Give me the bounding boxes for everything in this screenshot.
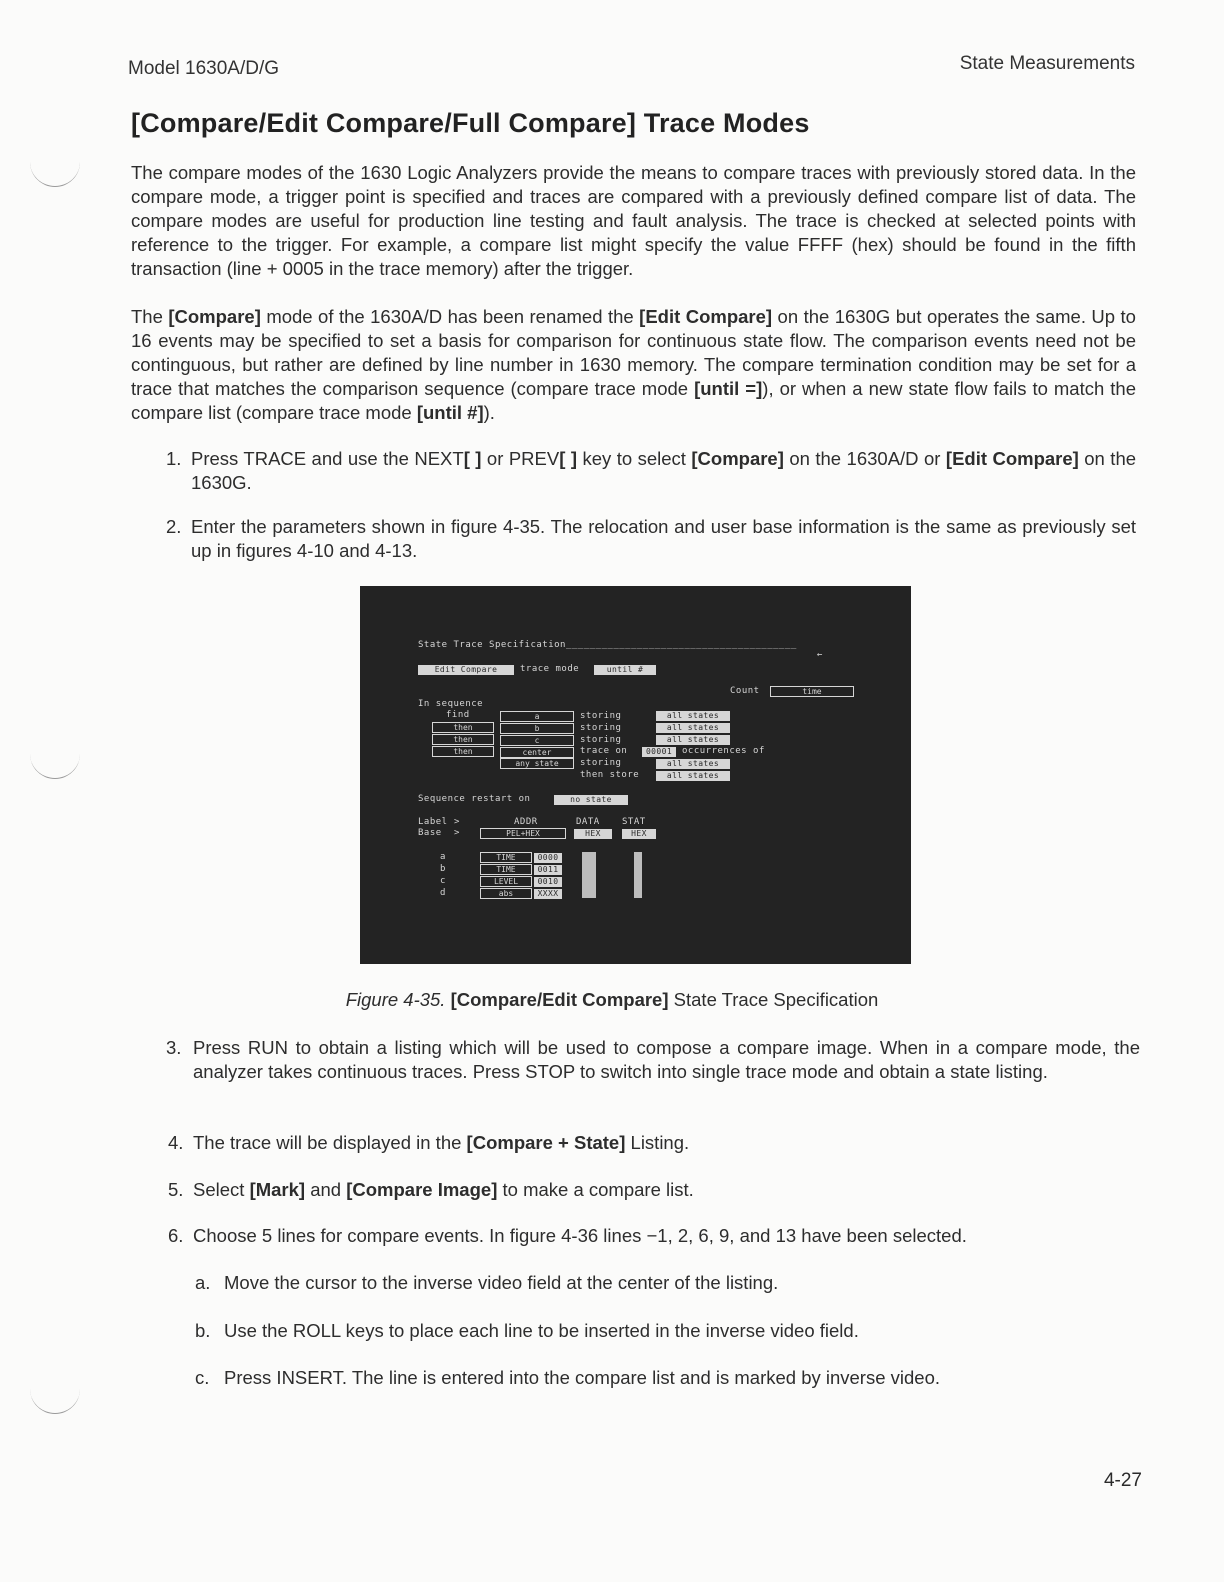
base-addr: PEL+HEX: [480, 828, 566, 839]
store-qualifier: all states: [656, 759, 730, 769]
stat-column-blocks: [634, 852, 642, 898]
occurrence-count: 00001: [642, 747, 676, 757]
find-label: find: [446, 710, 470, 720]
term-letter: a: [440, 852, 446, 862]
seq-term: c: [500, 735, 574, 746]
trace-mode-value: until #: [594, 665, 656, 675]
step-text: Press RUN to obtain a listing which will be used to compose a compare image. When in a compare mode, the analyzer takes continuous traces. Press STOP to switch into single trace mode and obtain a state listing.: [193, 1037, 1140, 1082]
trace-on-label: trace on: [580, 746, 628, 756]
addr-mode: TIME: [480, 852, 532, 863]
storing-label: storing: [580, 735, 622, 745]
addr-mode: LEVEL: [480, 876, 532, 887]
mode-field: Edit Compare: [418, 665, 514, 675]
storing-label: storing: [580, 723, 622, 733]
substep-letter: c.: [195, 1367, 210, 1388]
addr-value: 0000: [534, 853, 562, 863]
storing-label: storing: [580, 758, 622, 768]
seq-term: b: [500, 723, 574, 734]
screen-heading: State Trace Specification_______________________________________: [418, 640, 797, 650]
arrow: >: [454, 817, 460, 827]
page-number: 4-27: [1103, 1470, 1142, 1491]
figure-caption: Figure 4-35. [Compare/Edit Compare] State Trace Specification: [345, 989, 879, 1010]
intro-paragraph: The compare modes of the 1630 Logic Analyzers provide the means to compare traces with previously stored data. In the compare mode, a trigger point is specified and traces are compared with a previously defined compare list of data. The compare modes are useful for production line testing and fault analysis. The trace is checked at selected points with reference to the trigger. For example, a compare list might specify the value FFFF (hex) should be found in the fifth transaction (line + 0005 in the trace memory) after the trigger.: [131, 162, 1136, 279]
step-text: Choose 5 lines for compare events. In figure 4-36 lines −1, 2, 6, 9, and 13 have been selected.: [193, 1225, 967, 1246]
step-number: 6.: [168, 1225, 184, 1246]
data-column-blocks: [582, 852, 596, 898]
base-stat: HEX: [622, 829, 656, 839]
restart-label: Sequence restart on: [418, 794, 531, 804]
trace-mode-label: trace mode: [520, 664, 580, 674]
base-row-label: Base: [418, 828, 442, 838]
label-row-label: Label: [418, 817, 448, 827]
step-number: 5.: [168, 1179, 184, 1200]
store-qualifier: all states: [656, 771, 730, 781]
section-title: [Compare/Edit Compare/Full Compare] Trace Modes: [131, 108, 810, 138]
addr-mode: TIME: [480, 864, 532, 875]
running-header-left: Model 1630A/D/G: [128, 58, 280, 79]
binding-mark: [30, 1375, 80, 1414]
binding-mark: [30, 148, 80, 187]
addr-mode: abs: [480, 888, 532, 899]
step-number: 4.: [168, 1132, 184, 1153]
step-number: 2.: [166, 516, 182, 537]
storing-label: storing: [580, 711, 622, 721]
running-header-right: State Measurements: [959, 53, 1135, 74]
underline-marker: ←: [817, 650, 823, 660]
col-data-label: DATA: [576, 817, 600, 827]
in-sequence-label: In sequence: [418, 699, 484, 709]
count-value: time: [770, 686, 854, 697]
count-label: Count: [730, 686, 760, 696]
seq-term: center: [500, 747, 574, 758]
store-qualifier: all states: [656, 735, 730, 745]
col-stat-label: STAT: [622, 817, 646, 827]
substep-text: Press INSERT. The line is entered into the compare list and is marked by inverse video.: [224, 1367, 941, 1388]
then-label: then: [432, 722, 494, 733]
term-letter: b: [440, 864, 446, 874]
then-label: then: [432, 746, 494, 757]
occurrences-label: occurrences of: [682, 746, 765, 756]
seq-term: any state: [500, 758, 574, 769]
step-number: 3.: [166, 1037, 182, 1058]
term-letter: d: [440, 888, 446, 898]
col-addr-label: ADDR: [514, 817, 538, 827]
restart-value: no state: [554, 795, 628, 805]
substep-text: Move the cursor to the inverse video field at the center of the listing.: [224, 1272, 779, 1293]
addr-value: 0010: [534, 877, 562, 887]
term-letter: c: [440, 876, 446, 886]
substep-letter: a.: [195, 1272, 211, 1293]
base-data: HEX: [574, 829, 612, 839]
step-text: Enter the parameters shown in figure 4-35. The relocation and user base information is the same as previously set up in figures 4-10 and 4-13.: [191, 516, 1136, 561]
binding-mark: [30, 740, 80, 779]
addr-value: XXXX: [534, 889, 562, 899]
compare-mode-paragraph: The [Compare] mode of the 1630A/D has been renamed the [Edit Compare] on the 1630G but operates the same. Up to 16 events may be specified to set a basis for comparison for continuous state flow. The comparison events need not be continguous, but rather are defined by line number in 1630 memory. The compare termination condition may be set for a trace that matches the comparison sequence (compare trace mode [until =]), or when a new state flow fails to match the compare list (compare trace mode [until #]).: [131, 306, 1136, 423]
store-qualifier: all states: [656, 723, 730, 733]
seq-term: a: [500, 711, 574, 722]
substep-text: Use the ROLL keys to place each line to be inserted in the inverse video field.: [224, 1320, 859, 1341]
then-label: then: [432, 734, 494, 745]
arrow: >: [454, 828, 460, 838]
addr-value: 0011: [534, 865, 562, 875]
analyzer-screen: [360, 586, 911, 964]
store-qualifier: all states: [656, 711, 730, 721]
step-number: 1.: [166, 448, 182, 469]
then-store-label: then store: [580, 770, 640, 780]
substep-letter: b.: [195, 1320, 211, 1341]
